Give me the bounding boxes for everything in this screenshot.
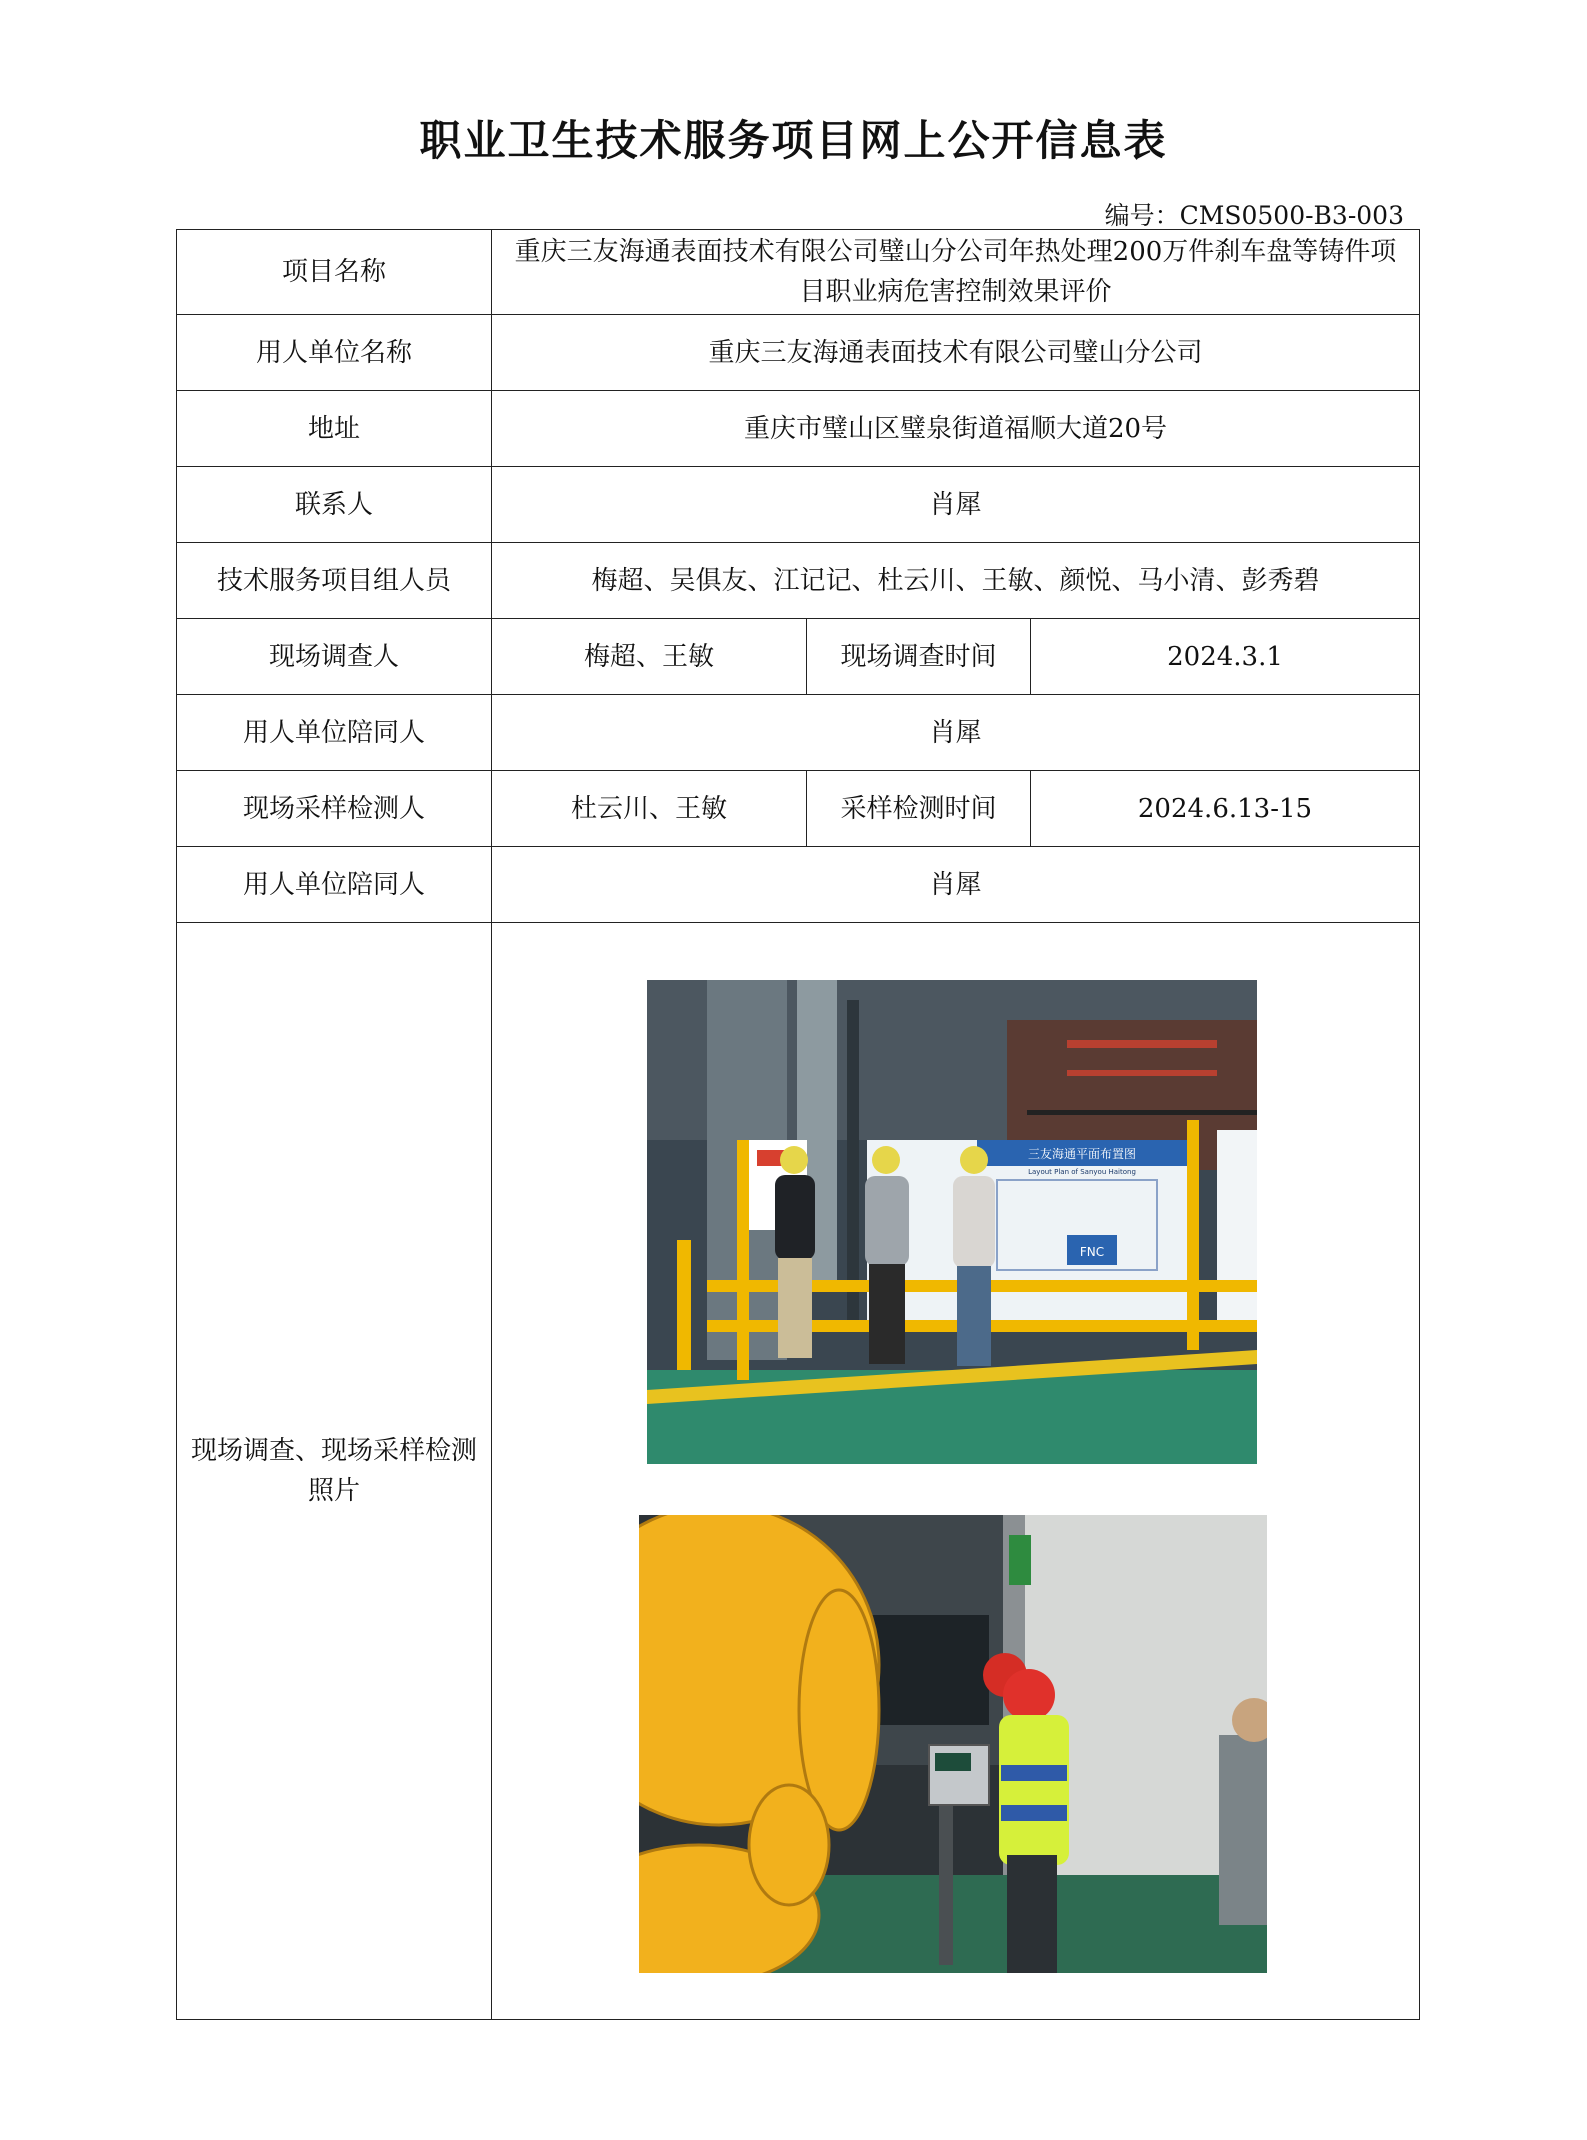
row-photos bbox=[177, 923, 1420, 2020]
label-survey-time: 现场调查时间 bbox=[807, 619, 1031, 695]
label-team: 技术服务项目组人员 bbox=[177, 543, 492, 619]
row-escort-1 bbox=[177, 695, 1420, 771]
info-table bbox=[176, 229, 1420, 2020]
document-number: 编号：CMS0500-B3-003 bbox=[1104, 201, 1404, 230]
label-sampling-time: 采样检测时间 bbox=[807, 771, 1031, 847]
label-project-name: 项目名称 bbox=[177, 230, 492, 315]
sign-subtitle: Layout Plan of Sanyou Haitong bbox=[1028, 1168, 1136, 1176]
row-sampling bbox=[177, 771, 1420, 847]
row-team bbox=[177, 543, 1420, 619]
row-contact bbox=[177, 467, 1420, 543]
value-address: 重庆市璧山区璧泉街道福顺大道20号 bbox=[492, 391, 1420, 467]
label-contact: 联系人 bbox=[177, 467, 492, 543]
row-project-name bbox=[177, 230, 1420, 315]
page-title: 职业卫生技术服务项目网上公开信息表 bbox=[419, 116, 1168, 165]
label-address: 地址 bbox=[177, 391, 492, 467]
value-employer: 重庆三友海通表面技术有限公司璧山分公司 bbox=[492, 315, 1420, 391]
value-sampling: 杜云川、王敏 bbox=[492, 771, 807, 847]
value-escort-1: 肖犀 bbox=[492, 695, 1420, 771]
row-survey bbox=[177, 619, 1420, 695]
photos-cell bbox=[492, 923, 1420, 2020]
sign-badge: FNC bbox=[1079, 1245, 1105, 1259]
row-employer bbox=[177, 315, 1420, 391]
site-survey-photo bbox=[647, 980, 1257, 1464]
label-photos: 现场调查、现场采样检测照片 bbox=[177, 923, 492, 2020]
label-escort-2: 用人单位陪同人 bbox=[177, 847, 492, 923]
value-sampling-time: 2024.6.13-15 bbox=[1031, 771, 1420, 847]
label-sampling: 现场采样检测人 bbox=[177, 771, 492, 847]
row-address bbox=[177, 391, 1420, 467]
value-survey-time: 2024.3.1 bbox=[1031, 619, 1420, 695]
value-project-name: 重庆三友海通表面技术有限公司璧山分公司年热处理200万件刹车盘等铸件项目职业病危害控制效果评价 bbox=[492, 230, 1420, 315]
value-survey: 梅超、王敏 bbox=[492, 619, 807, 695]
value-team: 梅超、吴俱友、江记记、杜云川、王敏、颜悦、马小清、彭秀碧 bbox=[492, 543, 1420, 619]
sign-title: 三友海通平面布置图 bbox=[1027, 1147, 1137, 1161]
row-escort-2 bbox=[177, 847, 1420, 923]
value-escort-2: 肖犀 bbox=[492, 847, 1420, 923]
site-sampling-photo bbox=[639, 1515, 1267, 1973]
label-escort-1: 用人单位陪同人 bbox=[177, 695, 492, 771]
value-contact: 肖犀 bbox=[492, 467, 1420, 543]
label-employer: 用人单位名称 bbox=[177, 315, 492, 391]
label-survey: 现场调查人 bbox=[177, 619, 492, 695]
